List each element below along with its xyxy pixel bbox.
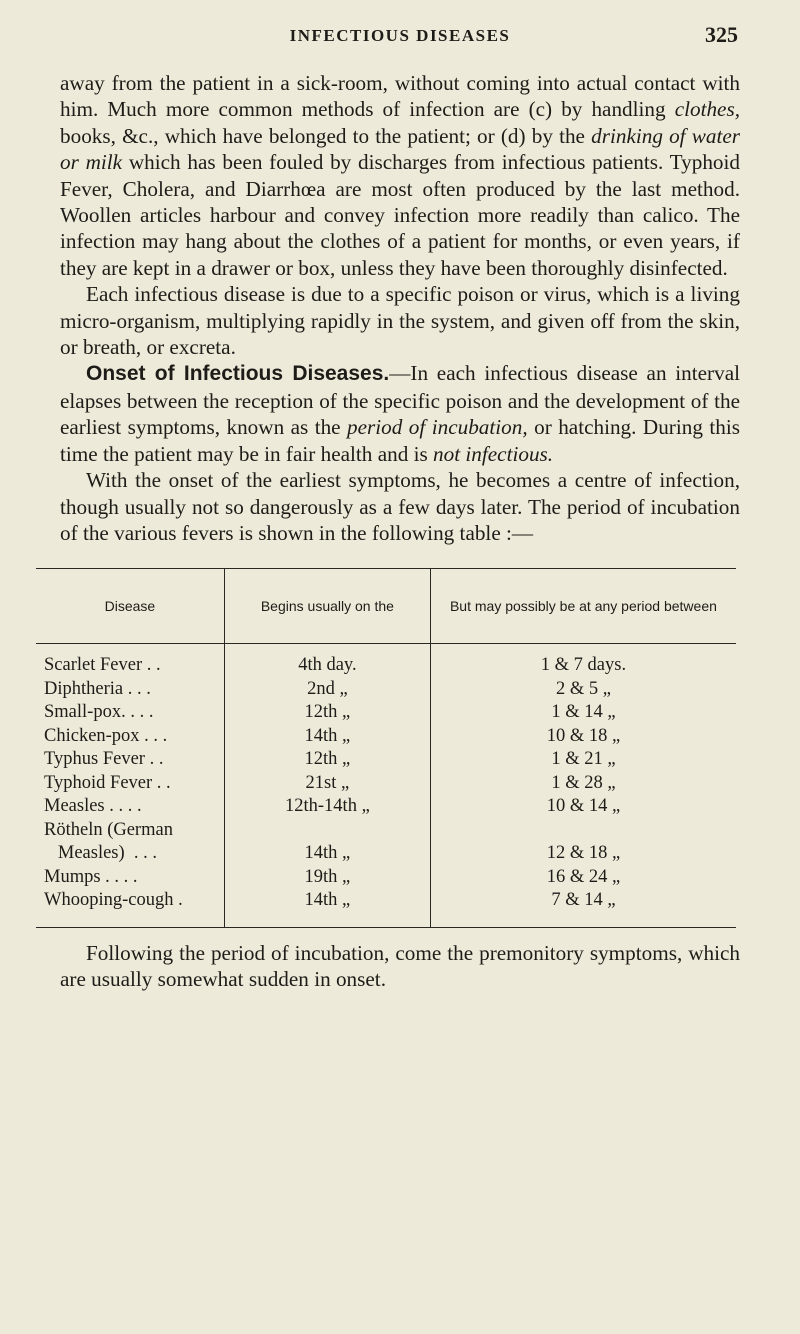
cell-disease: Chicken-pox . . . xyxy=(44,725,168,746)
paragraph-1-text-c: which has been fouled by discharges from infectious patients. Typhoid Fever, Cholera, and Diarrhœa are most often produced by the last method. Woollen articles harbour and convey infection more readily than calico. The infection may hang about the clothes of a patient for months, or even years, if they are kept in a drawer or box, unless they have been thoroughly disinfected. xyxy=(60,150,740,280)
table-row xyxy=(36,889,736,927)
paragraph-1-italic-a: clothes, xyxy=(674,97,740,122)
cell-between: 10 & 18 „ xyxy=(430,725,736,749)
cell-between: 10 & 14 „ xyxy=(430,795,736,819)
cell-begins: 19th „ xyxy=(224,866,430,890)
table-row xyxy=(36,819,736,843)
table-header-row xyxy=(36,569,736,644)
cell-between: 16 & 24 „ xyxy=(430,866,736,890)
running-title: INFECTIOUS DISEASES xyxy=(289,26,511,45)
paragraph-4: With the onset of the earliest symptoms, he becomes a centre of infection, though usually not so dangerously as a few days later. The period of incubation of the various fevers is shown in the following table :— xyxy=(60,468,740,545)
cell-disease: Typhus Fever . . xyxy=(44,749,164,770)
cell-between: 7 & 14 „ xyxy=(430,889,736,927)
cell-between: 1 & 7 days. xyxy=(430,644,736,678)
incubation-table xyxy=(36,568,736,928)
cell-disease: Diphtheria . . . xyxy=(44,678,151,699)
cell-between: 1 & 14 „ xyxy=(430,701,736,725)
cell-disease: Small-pox. . . . xyxy=(44,702,154,723)
cell-between xyxy=(430,819,736,843)
cell-disease: Typhoid Fever . . xyxy=(44,772,171,793)
incubation-table-grid xyxy=(36,569,736,927)
cell-disease: Whooping-cough . xyxy=(44,890,183,911)
paragraph-1-text-a: away from the patient in a sick-room, without coming into actual contact with him. Much more common methods of infection are (c) by handling xyxy=(60,71,740,122)
cell-begins xyxy=(224,819,430,843)
cell-begins: 4th day. xyxy=(224,644,430,678)
section-heading: Onset of Infectious Diseases. xyxy=(86,362,390,386)
body-text xyxy=(60,70,740,546)
closing-text xyxy=(60,940,740,993)
cell-disease: Mumps . . . . xyxy=(44,866,138,887)
table-row xyxy=(36,772,736,796)
paragraph-1 xyxy=(60,70,740,281)
table-row xyxy=(36,644,736,678)
table-row xyxy=(36,866,736,890)
cell-disease: Measles) . . . xyxy=(44,843,158,864)
header-between: But may possibly be at any period between xyxy=(430,569,736,644)
paragraph-1-text-b: books, &c., which have belonged to the patient; or (d) by the xyxy=(60,123,592,148)
table-row xyxy=(36,795,736,819)
paragraph-2: Each infectious disease is due to a specific poison or virus, which is a living micro-organism, multiplying rapidly in the system, and given off from the skin, or breath, or excreta. xyxy=(60,282,740,360)
cell-begins: 21st „ xyxy=(224,772,430,796)
table-row xyxy=(36,748,736,772)
cell-begins: 14th „ xyxy=(224,725,430,749)
paragraph-3-italic-b: not infectious. xyxy=(433,441,554,466)
cell-between: 1 & 28 „ xyxy=(430,772,736,796)
cell-disease: Rötheln (German xyxy=(44,819,173,840)
cell-begins: 12th „ xyxy=(224,701,430,725)
running-head xyxy=(60,22,740,62)
cell-between: 12 & 18 „ xyxy=(430,842,736,866)
cell-between: 1 & 21 „ xyxy=(430,748,736,772)
table-row xyxy=(36,725,736,749)
page-number: 325 xyxy=(705,22,738,47)
table-row xyxy=(36,842,736,866)
table-row xyxy=(36,701,736,725)
paragraph-3-text-a: —In each infectious disease an interval elapses between the reception of the specific poison and the development of the earliest symptoms, known as the xyxy=(60,361,740,440)
paragraph-3-italic-a: period of incubation, xyxy=(347,415,528,440)
cell-begins: 2nd „ xyxy=(224,678,430,702)
paragraph-1-italic-b: drinking of water or milk xyxy=(60,123,740,175)
cell-begins: 12th „ xyxy=(224,748,430,772)
paragraph-5: Following the period of incubation, come the premonitory symptoms, which are usually somewhat sudden in onset. xyxy=(60,940,740,992)
cell-begins: 12th-14th „ xyxy=(224,795,430,819)
paragraph-3 xyxy=(60,360,740,467)
cell-between: 2 & 5 „ xyxy=(430,678,736,702)
cell-begins: 14th „ xyxy=(224,842,430,866)
paragraph-3-text-b: or hatching. During this time the patient may be in fair health and is xyxy=(60,415,740,466)
cell-begins: 14th „ xyxy=(224,889,430,927)
header-begins: Begins usually on the xyxy=(224,569,430,644)
header-disease: Disease xyxy=(36,569,224,644)
cell-disease: Scarlet Fever . . xyxy=(44,655,161,676)
table-row xyxy=(36,678,736,702)
cell-disease: Measles . . . . xyxy=(44,796,142,817)
